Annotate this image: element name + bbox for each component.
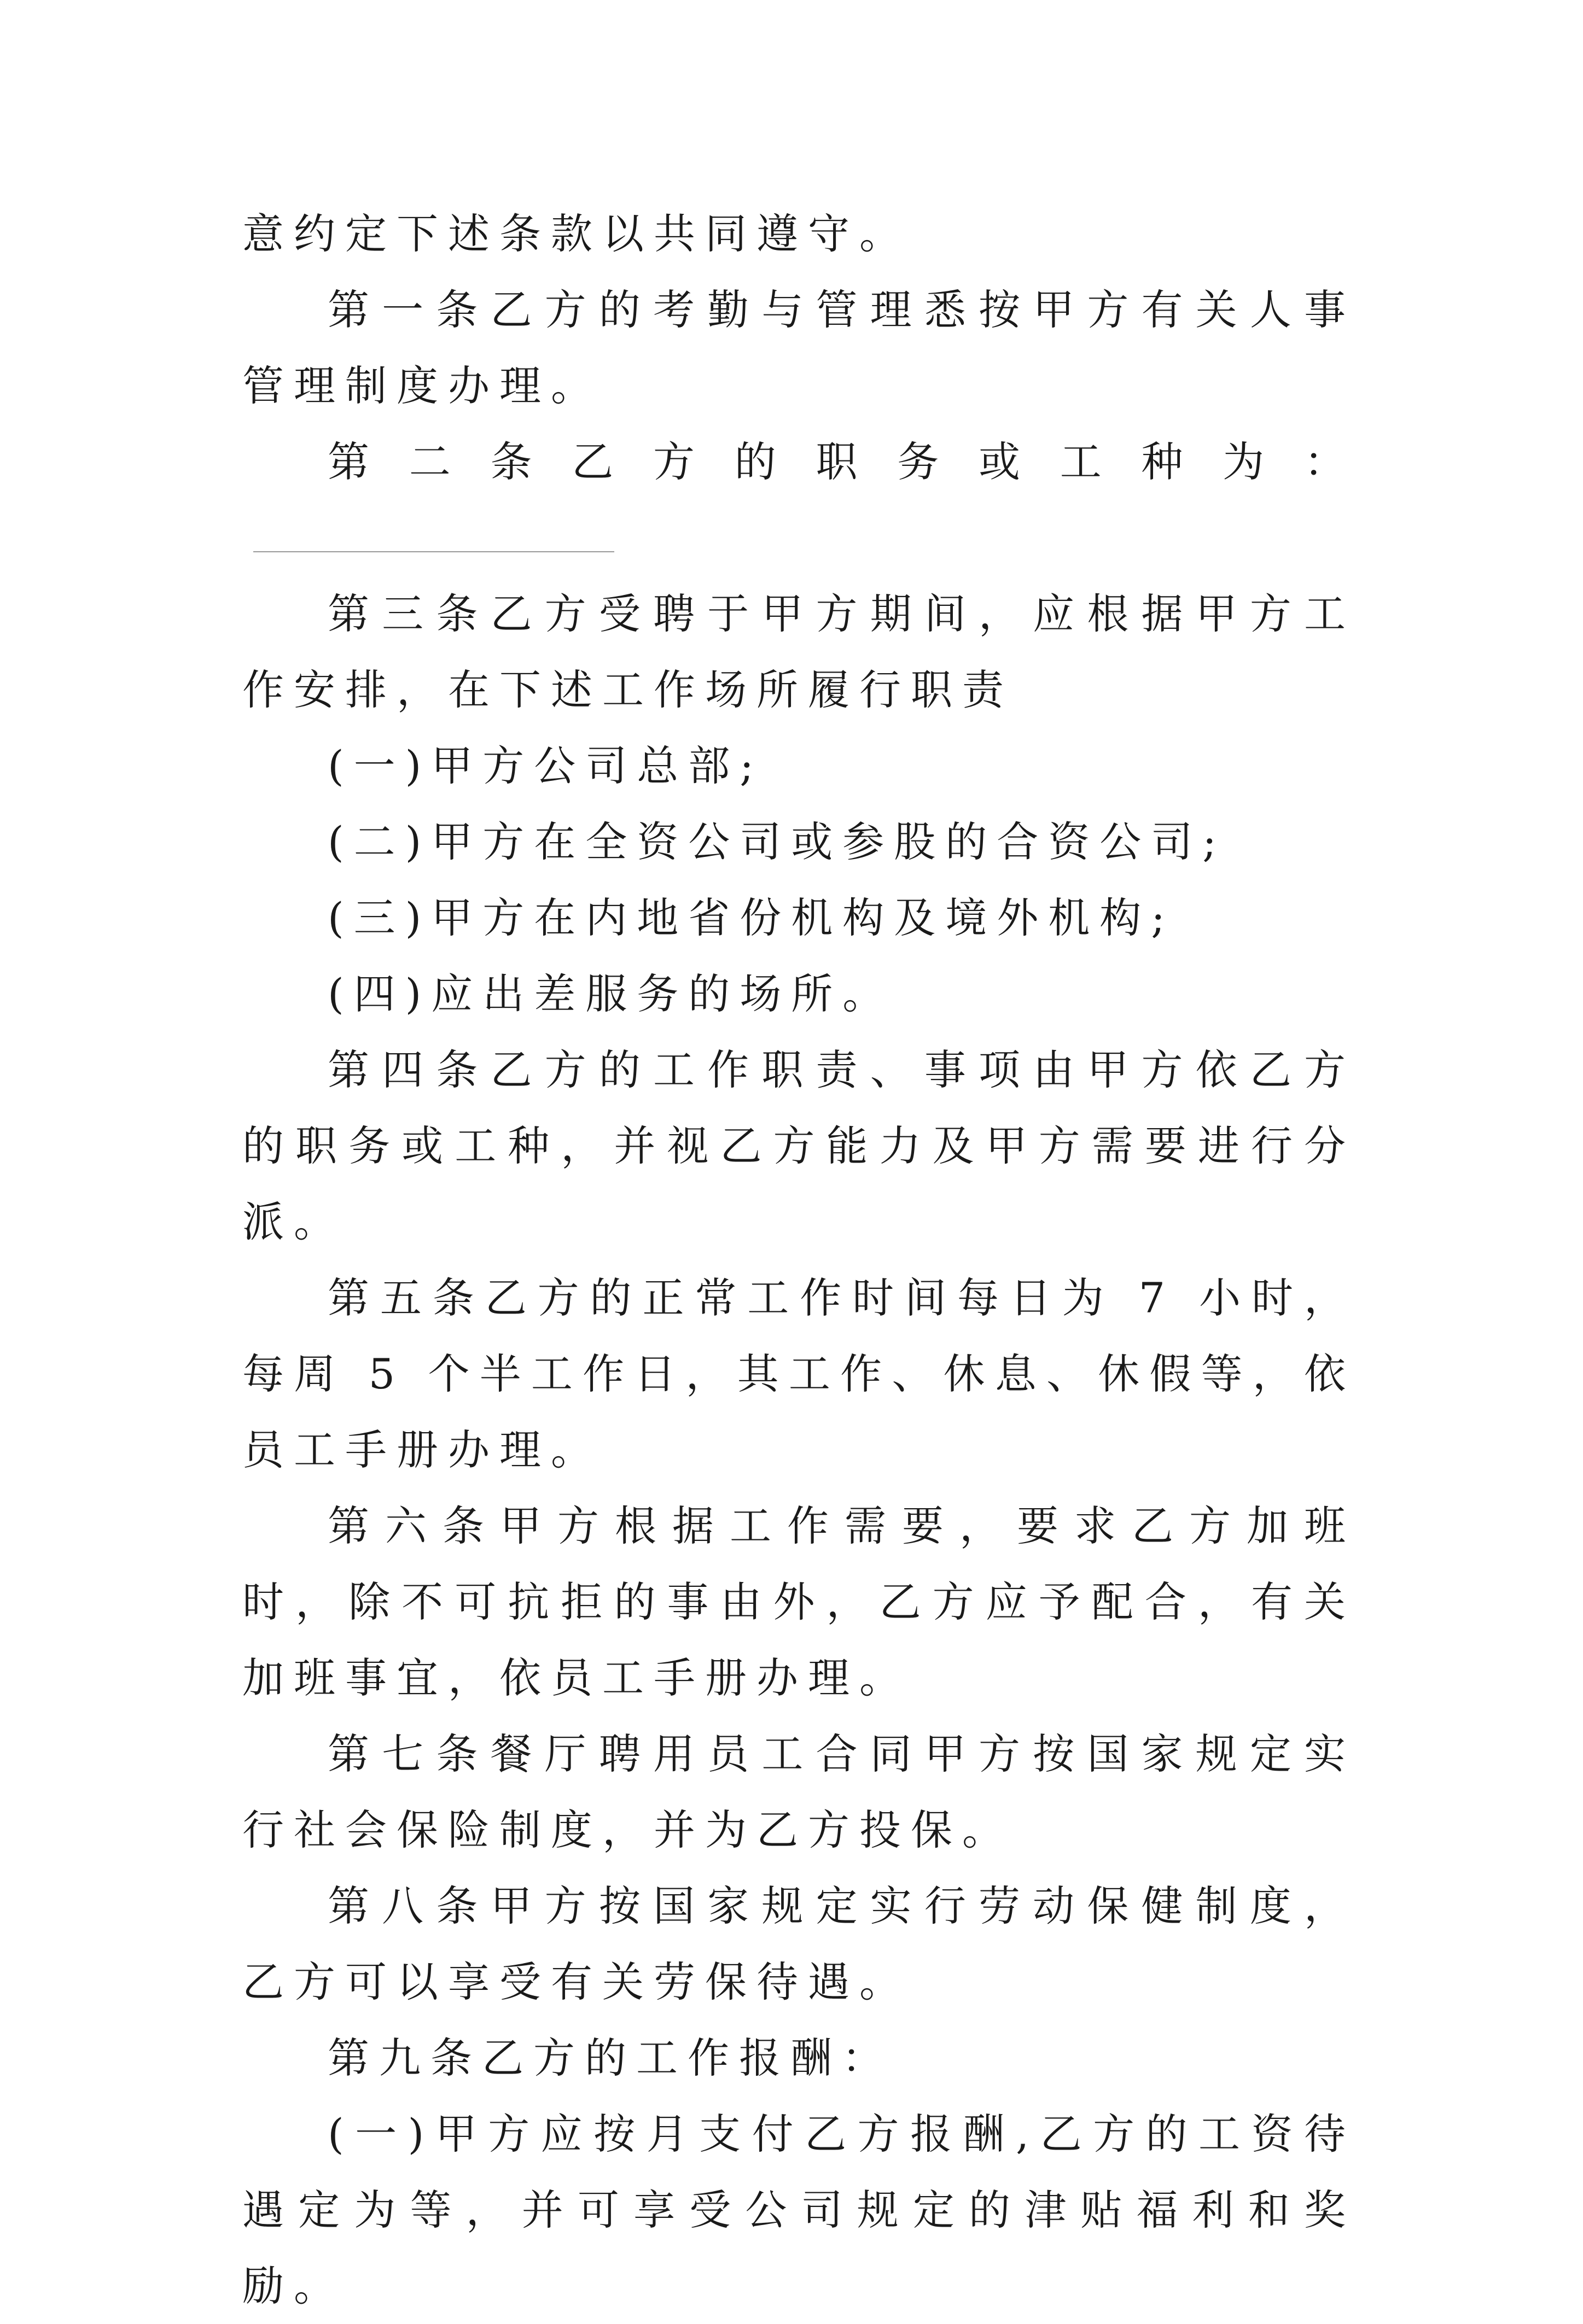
article-8: 第八条甲方按国家规定实行劳动保健制度，乙方可以享受有关劳保待遇。 xyxy=(242,1882,1355,2006)
document-body xyxy=(242,196,1355,2324)
article-3-item-3: (三)甲方在内地省份机构及境外机构; xyxy=(328,894,1175,942)
article-4: 第四条乙方的工作职责、事项由甲方依乙方的职务或工种，并视乙方能力及甲方需要进行分派。 xyxy=(242,1046,1355,1246)
position-blank-line xyxy=(253,513,614,552)
article-5: 第五条乙方的正常工作时间每日为 7 小时，每周 5 个半工作日，其工作、休息、休假等，依员工手册办理。 xyxy=(242,1274,1355,1474)
article-2-text: 第二条乙方的职务或工种为： xyxy=(328,437,1355,486)
article-9-item-1: (一)甲方应按月支付乙方报酬,乙方的工资待遇定为等，并可享受公司规定的津贴福利和奖励。 xyxy=(242,2110,1355,2310)
article-6: 第六条甲方根据工作需要，要求乙方加班时，除不可抗拒的事由外，乙方应予配合，有关加班事宜，依员工手册办理。 xyxy=(242,1502,1355,1702)
article-3: 第三条乙方受聘于甲方期间，应根据甲方工作安排，在下述工作场所履行职责 xyxy=(242,589,1355,714)
article-1: 第一条乙方的考勤与管理悉按甲方有关人事管理制度办理。 xyxy=(242,285,1355,410)
article-2 xyxy=(242,424,1355,576)
article-3-item-4: (四)应出差服务的场所。 xyxy=(328,970,894,1018)
article-3-item-2: (二)甲方在全资公司或参股的合资公司; xyxy=(328,818,1226,866)
paragraph-continuation: 意约定下述条款以共同遵守。 xyxy=(242,209,911,258)
article-7: 第七条餐厅聘用员工合同甲方按国家规定实行社会保险制度，并为乙方投保。 xyxy=(242,1730,1355,1854)
article-3-item-1: (一)甲方公司总部; xyxy=(328,741,764,790)
article-9: 第九条乙方的工作报酬： xyxy=(328,2034,893,2082)
